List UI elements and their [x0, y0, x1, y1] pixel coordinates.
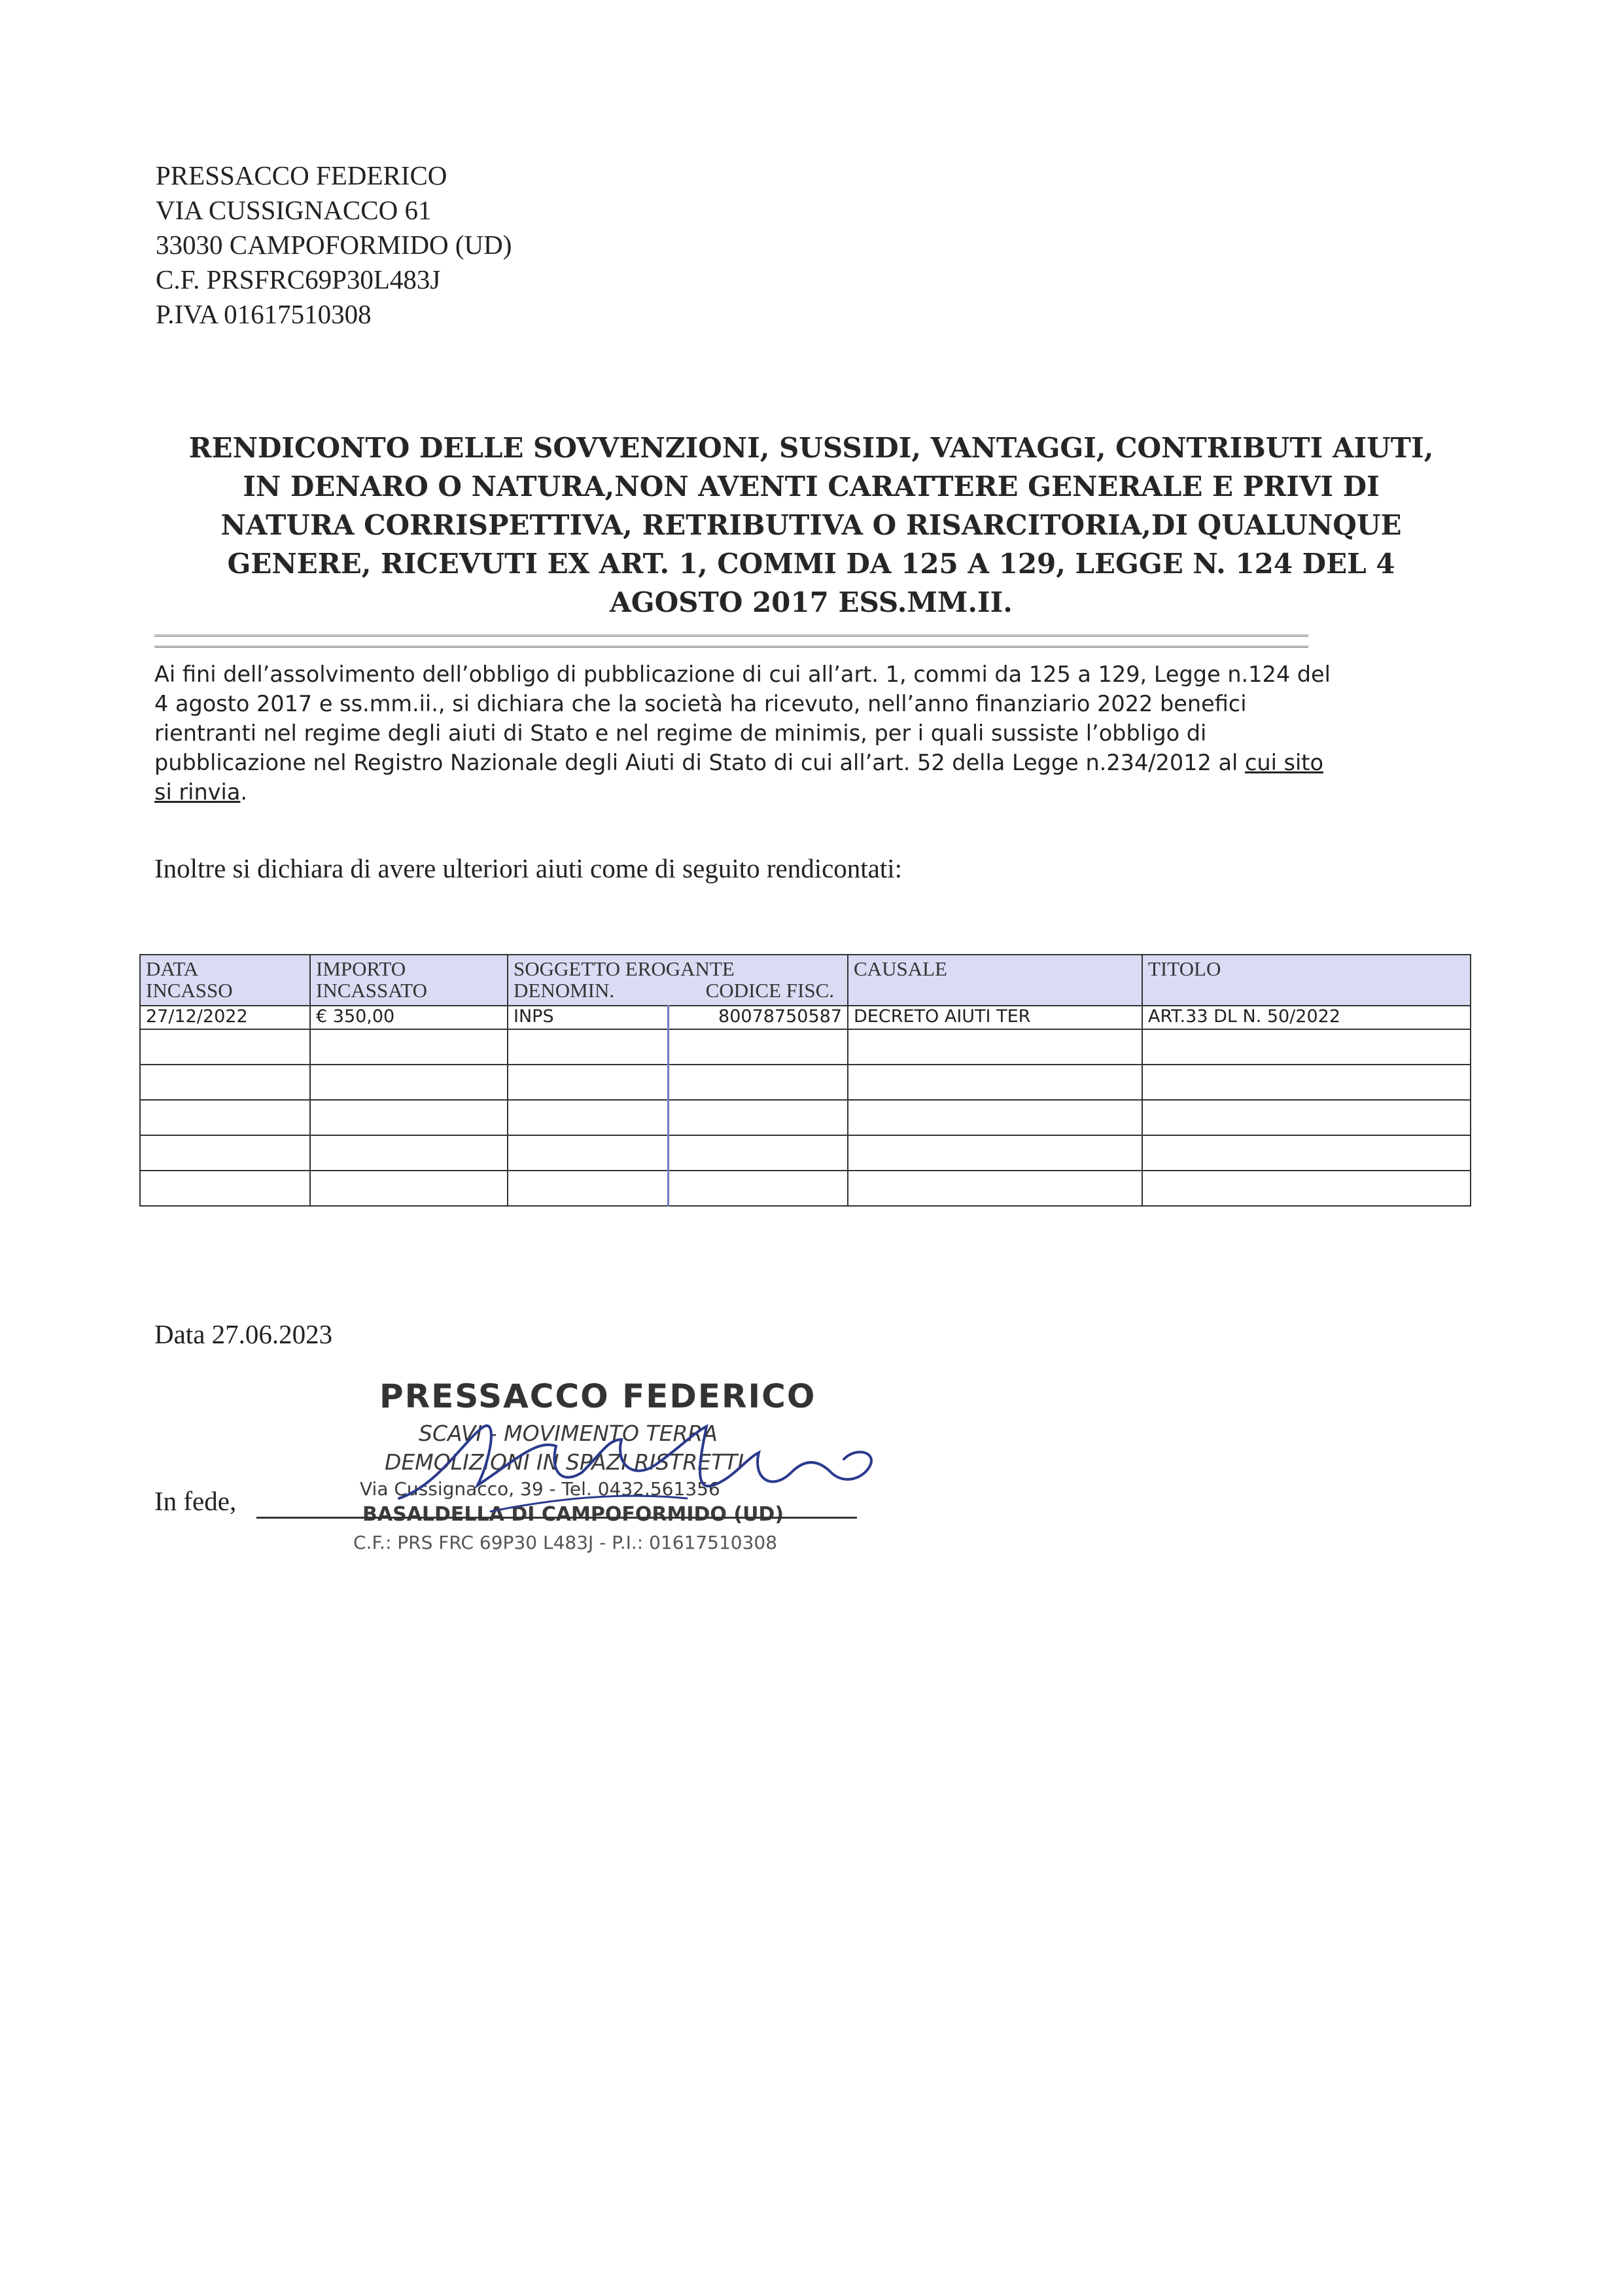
declaration-end: . — [240, 779, 248, 805]
title-line-3: NATURA CORRISPETTIVA, RETRIBUTIVA O RISARCITORIA,DI QUALUNQUE — [220, 509, 1402, 541]
stamp-line-3: Via Cussignacco, 39 - Tel. 0432.561356 — [360, 1478, 720, 1500]
empty-cell — [668, 1065, 848, 1100]
empty-cell — [140, 1029, 310, 1065]
table-row — [140, 1006, 1471, 1029]
empty-cell — [508, 1029, 668, 1065]
empty-cell — [508, 1065, 668, 1100]
header-titolo-label: TITOLO — [1148, 957, 1221, 980]
empty-cell — [1142, 1029, 1471, 1065]
empty-cell — [1142, 1135, 1471, 1171]
sender-name: PRESSACCO FEDERICO — [156, 160, 447, 190]
header-soggetto-label: SOGGETTO EROGANTE — [514, 957, 735, 980]
sender-block — [156, 158, 512, 332]
document-date: Data 27.06.2023 — [154, 1319, 333, 1349]
empty-cell — [668, 1135, 848, 1171]
empty-cell — [140, 1065, 310, 1100]
title-divider — [154, 635, 1308, 648]
document-title — [157, 429, 1465, 622]
further-aid-statement: Inoltre si dichiara di avere ulteriori aiuti come di seguito rendicontati: — [154, 853, 903, 883]
header-causale — [848, 955, 1142, 1006]
header-data-label: DATA — [146, 957, 199, 980]
empty-cell — [668, 1171, 848, 1206]
sender-city: 33030 CAMPOFORMIDO (UD) — [156, 230, 512, 260]
cell-data-incasso: 27/12/2022 — [140, 1006, 310, 1029]
title-line-4: GENERE, RICEVUTI EX ART. 1, COMMI DA 125 A 129, LEGGE N. 124 DEL 4 — [227, 548, 1395, 580]
empty-cell — [310, 1029, 508, 1065]
stamp-line-4: BASALDELLA DI CAMPOFORMIDO (UD) — [362, 1503, 784, 1526]
title-line-2: IN DENARO O NATURA,NON AVENTI CARATTERE GENERALE E PRIVI DI — [243, 470, 1380, 503]
table-row-empty — [140, 1065, 1471, 1100]
empty-cell — [310, 1171, 508, 1206]
stamp-line-2: DEMOLIZIONI IN SPAZI RISTRETTI — [385, 1449, 744, 1475]
handwritten-signature — [386, 1400, 896, 1531]
empty-cell — [310, 1065, 508, 1100]
registry-link[interactable]: cui sito si rinvia — [154, 750, 1323, 805]
stamp-line-5: C.F.: PRS FRC 69P30 L483J - P.I.: 01617510308 — [353, 1532, 778, 1553]
cell-importo: € 350,00 — [310, 1006, 508, 1029]
sender-vat-number: P.IVA 01617510308 — [156, 299, 372, 329]
empty-cell — [848, 1135, 1142, 1171]
title-line-5: AGOSTO 2017 ESS.MM.II. — [610, 586, 1013, 618]
stamp-line-1: SCAVI - MOVIMENTO TERRA — [419, 1421, 718, 1446]
header-denomin-label: DENOMIN. — [514, 979, 615, 1002]
empty-cell — [1142, 1065, 1471, 1100]
header-incassato-label: INCASSATO — [316, 979, 427, 1002]
in-fede-label: In fede, — [154, 1486, 237, 1516]
empty-cell — [140, 1171, 310, 1206]
empty-cell — [848, 1100, 1142, 1135]
cell-causale: DECRETO AIUTI TER — [848, 1006, 1142, 1029]
empty-cell — [1142, 1171, 1471, 1206]
sender-fiscal-code: C.F. PRSFRC69P30L483J — [156, 264, 441, 294]
cell-denomin: INPS — [508, 1006, 668, 1029]
stamp-title: PRESSACCO FEDERICO — [379, 1377, 816, 1415]
header-titolo — [1142, 955, 1471, 1006]
aid-table — [139, 954, 1471, 1207]
declaration-text: Ai fini dell’assolvimento dell’obbligo di pubblicazione di cui all’art. 1, commi da 125 a 129, Legge n.124 del 4 agosto 2017 e ss.mm.ii., si dichiara che la società ha ricevuto, nell’anno finanziario 2022 benefici rientranti nel regime degli aiuti di Stato e nel regime de minimis, per i quali sussiste l’obbligo di pubblicazione nel Registro Nazionale degli Aiuti di Stato di cui all’art. 52 della Legge n.234/2012 al — [154, 662, 1331, 775]
table-row-empty — [140, 1135, 1471, 1171]
empty-cell — [508, 1171, 668, 1206]
cell-titolo: ART.33 DL N. 50/2022 — [1142, 1006, 1471, 1029]
header-importo-label: IMPORTO — [316, 957, 406, 980]
header-soggetto-erogante — [508, 955, 848, 1006]
empty-cell — [508, 1135, 668, 1171]
header-importo-incassato — [310, 955, 508, 1006]
empty-cell — [140, 1135, 310, 1171]
table-row-empty — [140, 1100, 1471, 1135]
cell-codice-fiscale: 80078750587 — [668, 1006, 848, 1029]
table-row-empty — [140, 1029, 1471, 1065]
empty-cell — [508, 1100, 668, 1135]
empty-cell — [848, 1029, 1142, 1065]
empty-cell — [310, 1100, 508, 1135]
empty-cell — [668, 1100, 848, 1135]
table-row-empty — [140, 1171, 1471, 1206]
title-line-1: RENDICONTO DELLE SOVVENZIONI, SUSSIDI, VANTAGGI, CONTRIBUTI AIUTI, — [188, 432, 1434, 464]
empty-cell — [140, 1100, 310, 1135]
sender-address: VIA CUSSIGNACCO 61 — [156, 195, 432, 225]
header-incasso-label: INCASSO — [146, 979, 233, 1002]
empty-cell — [848, 1171, 1142, 1206]
empty-cell — [848, 1065, 1142, 1100]
signature-line — [256, 1517, 857, 1519]
header-causale-label: CAUSALE — [854, 957, 947, 980]
header-codice-label: CODICE FISC. — [705, 979, 834, 1002]
empty-cell — [668, 1029, 848, 1065]
empty-cell — [310, 1135, 508, 1171]
header-data-incasso — [140, 955, 310, 1006]
declaration-paragraph — [154, 660, 1332, 807]
table-header-row — [140, 955, 1471, 1006]
empty-cell — [1142, 1100, 1471, 1135]
